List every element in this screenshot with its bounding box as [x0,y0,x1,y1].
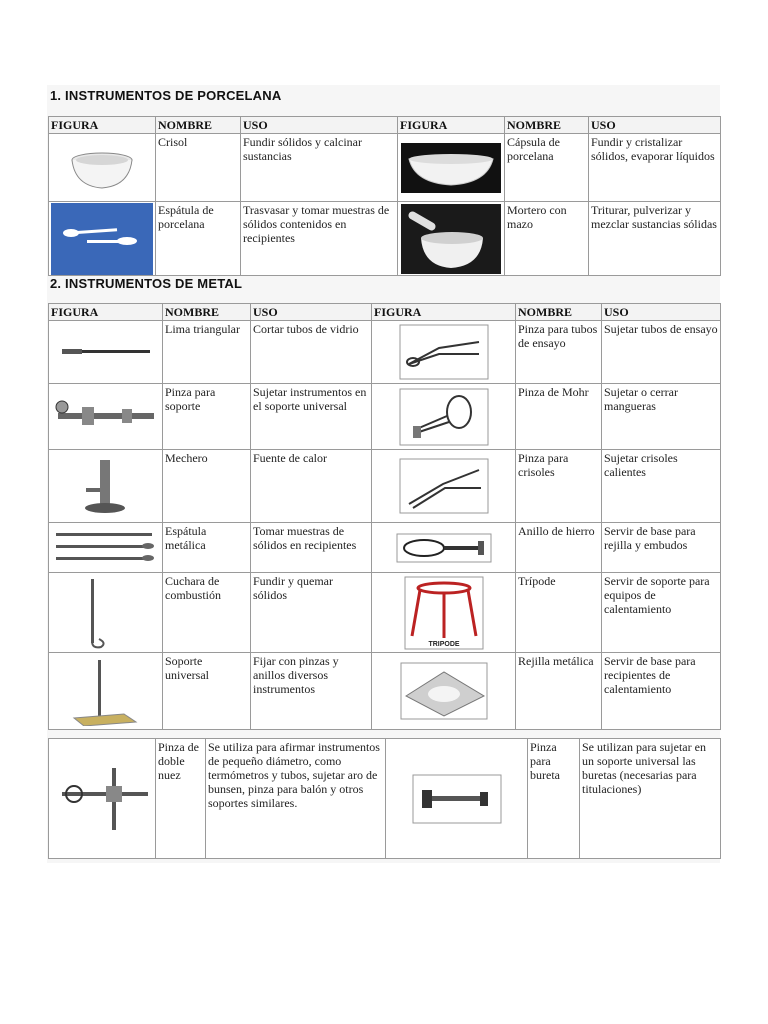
wire-gauze-icon [400,662,488,720]
name-cell: Pinza para soporte [163,384,251,450]
table-row [49,384,721,450]
name-cell: Cápsula de porcelana [505,134,589,202]
mortar-pestle-icon [401,204,501,274]
figure-cell [49,134,156,202]
use-cell: Se utilizan para sujetar en un soporte universal las buretas (necesarias para titulaciones) [580,739,721,859]
name-cell: Mechero [163,450,251,523]
stand-clamp-icon [52,397,160,437]
evaporating-dish-icon [401,143,501,193]
porcelain-spatula-icon [51,203,153,275]
use-cell: Servir de soporte para equipos de calentamiento [602,573,721,653]
double-clamp-holder-icon [54,766,150,832]
header-uso: USO [589,117,721,134]
use-cell: Cortar tubos de vidrio [251,321,372,384]
ring-stand-icon [66,656,146,726]
figure-cell [386,739,528,859]
use-cell: Servir de base para rejilla y embudos [602,523,721,573]
figure-cell [49,523,163,573]
tripod-icon [404,576,484,650]
header-figura: FIGURA [49,304,163,321]
use-cell: Servir de base para recipientes de calentamiento [602,653,721,730]
name-cell: Pinza para crisoles [516,450,602,523]
name-cell: Cuchara de combustión [163,573,251,653]
use-cell: Fundir y cristalizar sólidos, evaporar líquidos [589,134,721,202]
figure-cell [49,321,163,384]
figure-cell [398,202,505,276]
tripod-caption: TRIPODE [427,640,460,648]
name-cell: Crisol [156,134,241,202]
name-cell: Espátula metálica [163,523,251,573]
header-nombre: NOMBRE [516,304,602,321]
metal-spatula-icon [52,525,160,571]
triangular-file-icon [56,332,156,372]
name-cell: Pinza de doble nuez [156,739,206,859]
header-figura: FIGURA [49,117,156,134]
use-cell: Sujetar crisoles calientes [602,450,721,523]
figure-cell [372,653,516,730]
name-cell: Pinza de Mohr [516,384,602,450]
table-row [49,653,721,730]
figure-cell [49,450,163,523]
mohr-clamp-icon [399,388,489,446]
header-uso: USO [241,117,398,134]
table-row [49,134,721,202]
name-cell: Pinza para tubos de ensayo [516,321,602,384]
table-row [49,450,721,523]
name-cell: Lima triangular [163,321,251,384]
header-row [49,117,721,134]
use-cell: Trasvasar y tomar muestras de sólidos contenidos en recipientes [241,202,398,276]
section-title-metal: 2. INSTRUMENTOS DE METAL [50,276,243,291]
bunsen-burner-icon [66,454,146,518]
use-cell: Tomar muestras de sólidos en recipientes [251,523,372,573]
burette-clamp-icon [412,774,502,824]
table-row [49,321,721,384]
figure-cell [49,202,156,276]
crucible-tongs-icon [399,458,489,514]
metal-table-last-row [48,738,721,859]
section-title-porcelain: 1. INSTRUMENTOS DE PORCELANA [50,88,282,103]
name-cell: Anillo de hierro [516,523,602,573]
figure-cell [49,573,163,653]
header-uso: USO [602,304,721,321]
figure-cell [372,321,516,384]
name-cell: Pinza para bureta [528,739,580,859]
header-figura: FIGURA [372,304,516,321]
figure-cell [49,384,163,450]
figure-cell [372,523,516,573]
metal-table [48,303,721,730]
name-cell: Trípode [516,573,602,653]
use-cell: Fijar con pinzas y anillos diversos instrumentos [251,653,372,730]
use-cell: Sujetar o cerrar mangueras [602,384,721,450]
figure-cell [49,653,163,730]
name-cell: Soporte universal [163,653,251,730]
name-cell: Mortero con mazo [505,202,589,276]
table-row [49,573,721,653]
table-row [49,523,721,573]
use-cell: Fundir y quemar sólidos [251,573,372,653]
use-cell: Sujetar instrumentos en el soporte universal [251,384,372,450]
figure-cell [49,739,156,859]
figure-cell [372,450,516,523]
porcelain-table [48,116,721,276]
test-tube-clamp-icon [399,324,489,380]
name-cell: Rejilla metálica [516,653,602,730]
figure-cell [372,384,516,450]
header-row [49,304,721,321]
combustion-spoon-icon [81,575,131,651]
iron-ring-icon [396,533,492,563]
use-cell: Fuente de calor [251,450,372,523]
use-cell: Triturar, pulverizar y mezclar sustancias sólidas [589,202,721,276]
table-row [49,739,721,859]
header-figura: FIGURA [398,117,505,134]
header-nombre: NOMBRE [163,304,251,321]
header-nombre: NOMBRE [505,117,589,134]
header-uso: USO [251,304,372,321]
crucible-icon [55,138,150,198]
use-cell: Fundir sólidos y calcinar sustancias [241,134,398,202]
figure-cell [398,134,505,202]
table-row [49,202,721,276]
header-nombre: NOMBRE [156,117,241,134]
figure-cell [372,573,516,653]
use-cell: Se utiliza para afirmar instrumentos de pequeño diámetro, como termómetros y tubos, sujetar aro de bunsen, pinza para balón y otros soportes similares. [206,739,386,859]
use-cell: Sujetar tubos de ensayo [602,321,721,384]
name-cell: Espátula de porcelana [156,202,241,276]
